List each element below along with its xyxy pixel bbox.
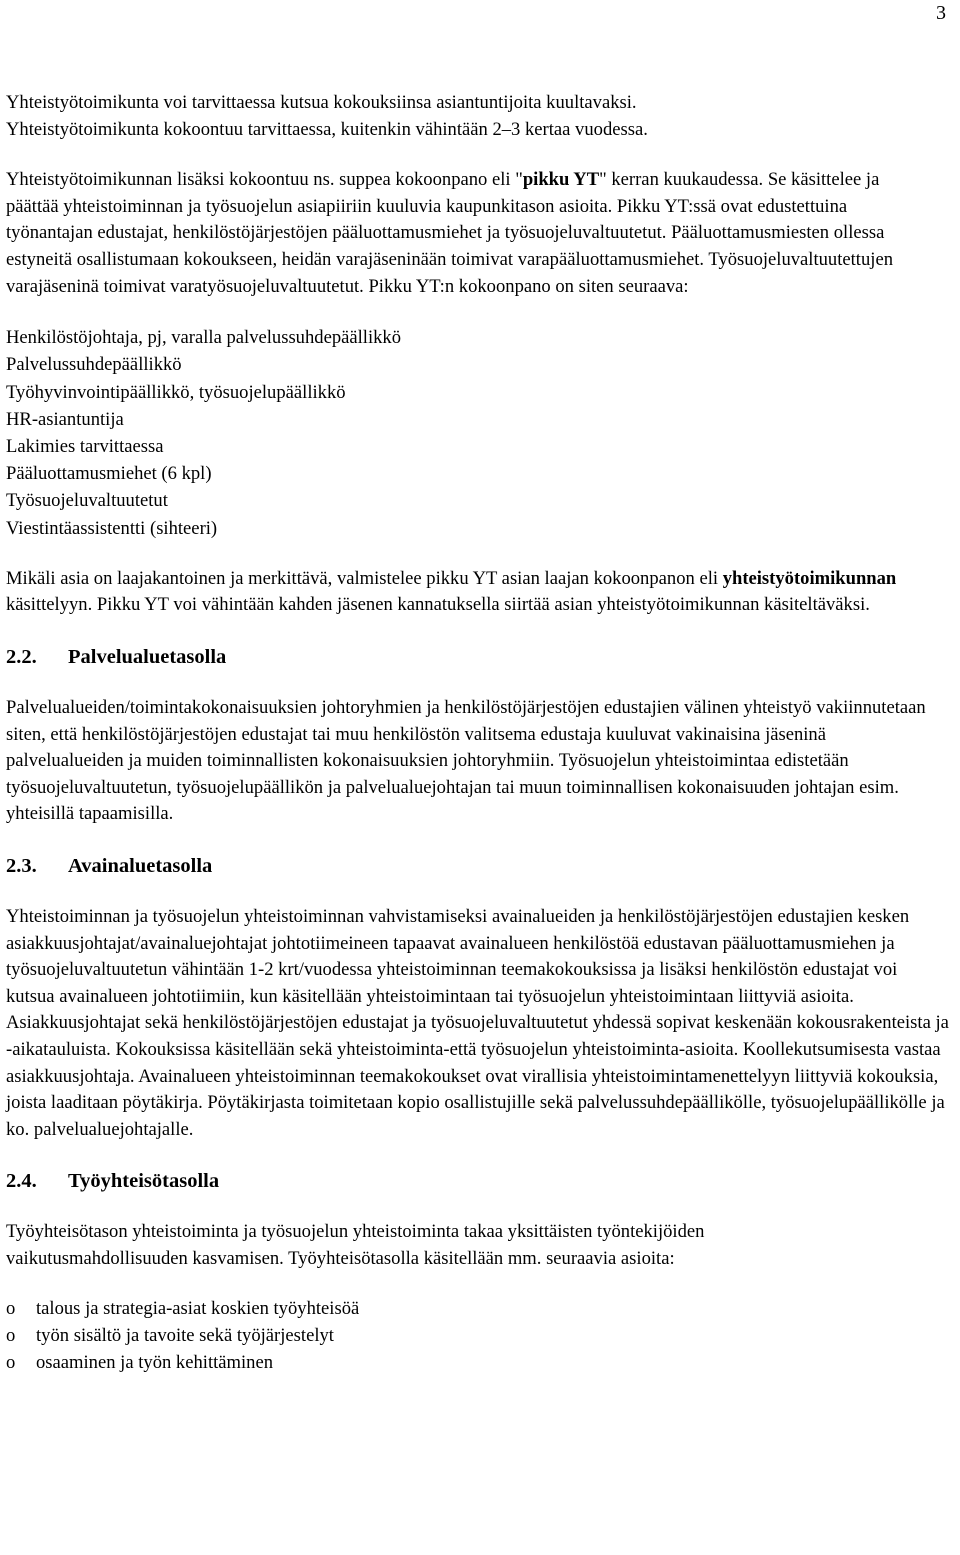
section-title: Avainaluetasolla — [68, 854, 213, 877]
section-number: 2.4. — [6, 1170, 37, 1193]
member-item: HR-asiantuntija — [6, 408, 124, 430]
intro-line-2: Yhteistyötoimikunta kokoontuu tarvittaessa, kuitenkin vähintään 2–3 kertaa vuodessa. — [6, 118, 648, 140]
section-title: Palvelualuetasolla — [68, 645, 227, 668]
intro-line-1: Yhteistyötoimikunta voi tarvittaessa kutsua kokouksiinsa asiantuntijoita kuultavaksi. — [6, 92, 637, 113]
page-number: 3 — [936, 2, 946, 24]
member-item: Lakimies tarvittaessa — [6, 435, 164, 457]
intro-p2-rest: " kerran kuukaudessa. Se käsittelee ja päättää yhteistoiminnan ja työsuojelun asiapiiriin kuuluvia kaupunkitason asioita. Pikku YT:ssä ovat edustettuina työnantajan edustajat, henkilöstöjärjestöjen pääluottamusmiehet ja työsuojeluvaltuutetut. Pääluottamusmiesten ollessa estyneitä osallistumaan kokoukseen, heidän varajäseninään toimivat varapääluottamusmiehet. Työsuojeluvaltuutettujen varajäseninä toimivat varatyösuojeluvaltuutetut. Pikku YT:n kokoonpano on siten seuraava: — [6, 169, 893, 297]
member-list — [6, 324, 954, 542]
intro-paragraph-2 — [6, 167, 954, 300]
list-item — [6, 1350, 954, 1377]
after-members-start: Mikäli asia on laajakantoinen ja merkittävä, valmistelee pikku YT asian laajan kokoonpanon eli — [6, 567, 723, 589]
member-item: Pääluottamusmiehet (6 kpl) — [6, 463, 212, 485]
after-members-rest: käsittelyyn. Pikku YT voi vähintään kahden jäsenen kannatuksella siirtää asian yhteistyötoimikunnan käsiteltäväksi. — [6, 594, 870, 616]
section-text-2-4: Työyhteisötason yhteistoiminta ja työsuojelun yhteistoiminta takaa yksittäisten työntekijöiden vaikutusmahdollisuuden kasvamisen. Työyhteisötasolla käsitellään mm. seuraavia asioita: — [6, 1221, 705, 1269]
bullet-text: osaaminen ja työn kehittäminen — [36, 1351, 274, 1373]
member-item: Viestintäassistentti (sihteeri) — [6, 517, 218, 539]
member-item: Henkilöstöjohtaja, pj, varalla palvelussuhdepäällikkö — [6, 327, 402, 349]
section-text-2-2: Palvelualueiden/toimintakokonaisuuksien johtoryhmien ja henkilöstöjärjestöjen edustajien välinen yhteistyö vakiinnutetaan siten, että henkilöstöjärjestöjen edustajat tai muu henkilöstön valitsema edustaja kuuluvat vakinaisina jäseninä palvelualueiden ja muiden toiminnallisten kokonaisuuksien johtoryhmiin. Työsuojelun yhteistoimintaa edistetään työsuojeluvaltuutetun, työsuojelupäällikön ja palvelualuejohtajan tai muun toiminnallisen kokonaisuuden johtajan esim. yhteisillä tapaamisilla. — [6, 696, 926, 825]
bullet-marker: o — [6, 1351, 16, 1373]
list-item — [6, 1323, 954, 1350]
section-heading-2-4 — [6, 1167, 954, 1195]
section-number: 2.3. — [6, 854, 37, 877]
member-item: Työhyvinvointipäällikkö, työsuojelupäällikkö — [6, 381, 346, 403]
section-heading-2-2 — [6, 643, 954, 671]
topic-bullet-list — [6, 1296, 954, 1376]
yhteistyotoimikunnan-bold: yhteistyötoimikunnan — [722, 567, 897, 589]
section-text-2-3: Yhteistoiminnan ja työsuojelun yhteistoiminnan vahvistamiseksi avainalueiden ja henkilöstöjärjestöjen edustajien kesken asiakkuusjohtajat/avainaluejohtajat johtotiimeineen tapaavat avainalueen henkilöstöä edustavan pääluottamusmiehen ja työsuojeluvaltuutetun vähintään 1-2 krt/vuodessa yhteistoiminnan teemakokouksissa ja lisäksi henkilöstön edustajat voi kutsua avainalueen johtotiimiin, kun käsitellään yhteistoimintaan tai työsuojelun yhteistoimintaan liittyviä asioita. Asiakkuusjohtajat sekä henkilöstöjärjestöjen edustajat ja työsuojeluvaltuutetut yhdessä sopivat keskenään kokousrakenteista ja -aikatauluista. Kokouksissa käsitellään sekä yhteistoiminta-että työsuojelun yhteistoiminta-asioita. Koollekutsumisesta vastaa asiakkuusjohtaja. Avainalueen yhteistoiminnan teemakokoukset ovat virallisia yhteistoimintamenettelyyn liittyviä kokouksia, joista laaditaan pöytäkirja. Pöytäkirjasta toimitetaan kopio osallistujille sekä palvelussuhdepäällikölle, työsuojelupäällikölle ja ko. palvelualuejohtajalle. — [6, 905, 949, 1140]
after-members-paragraph — [6, 566, 954, 619]
section-number: 2.2. — [6, 645, 37, 668]
bullet-marker: o — [6, 1325, 16, 1347]
bullet-text: työn sisältö ja tavoite sekä työjärjestelyt — [36, 1325, 334, 1347]
bullet-text: talous ja strategia-asiat koskien työyhteisöä — [36, 1298, 360, 1320]
list-item — [6, 1296, 954, 1323]
section-title: Työyhteisötasolla — [68, 1170, 220, 1193]
member-item: Palvelussuhdepäällikkö — [6, 354, 182, 376]
intro-p2-start: Yhteistyötoimikunnan lisäksi kokoontuu ns. suppea kokoonpano eli " — [6, 169, 523, 191]
page-content — [6, 90, 954, 1376]
intro-paragraph-1 — [6, 90, 954, 143]
section-heading-2-3 — [6, 852, 954, 880]
bullet-marker: o — [6, 1298, 16, 1320]
member-item: Työsuojeluvaltuutetut — [6, 490, 168, 512]
pikku-yt-bold: pikku YT — [522, 169, 600, 191]
